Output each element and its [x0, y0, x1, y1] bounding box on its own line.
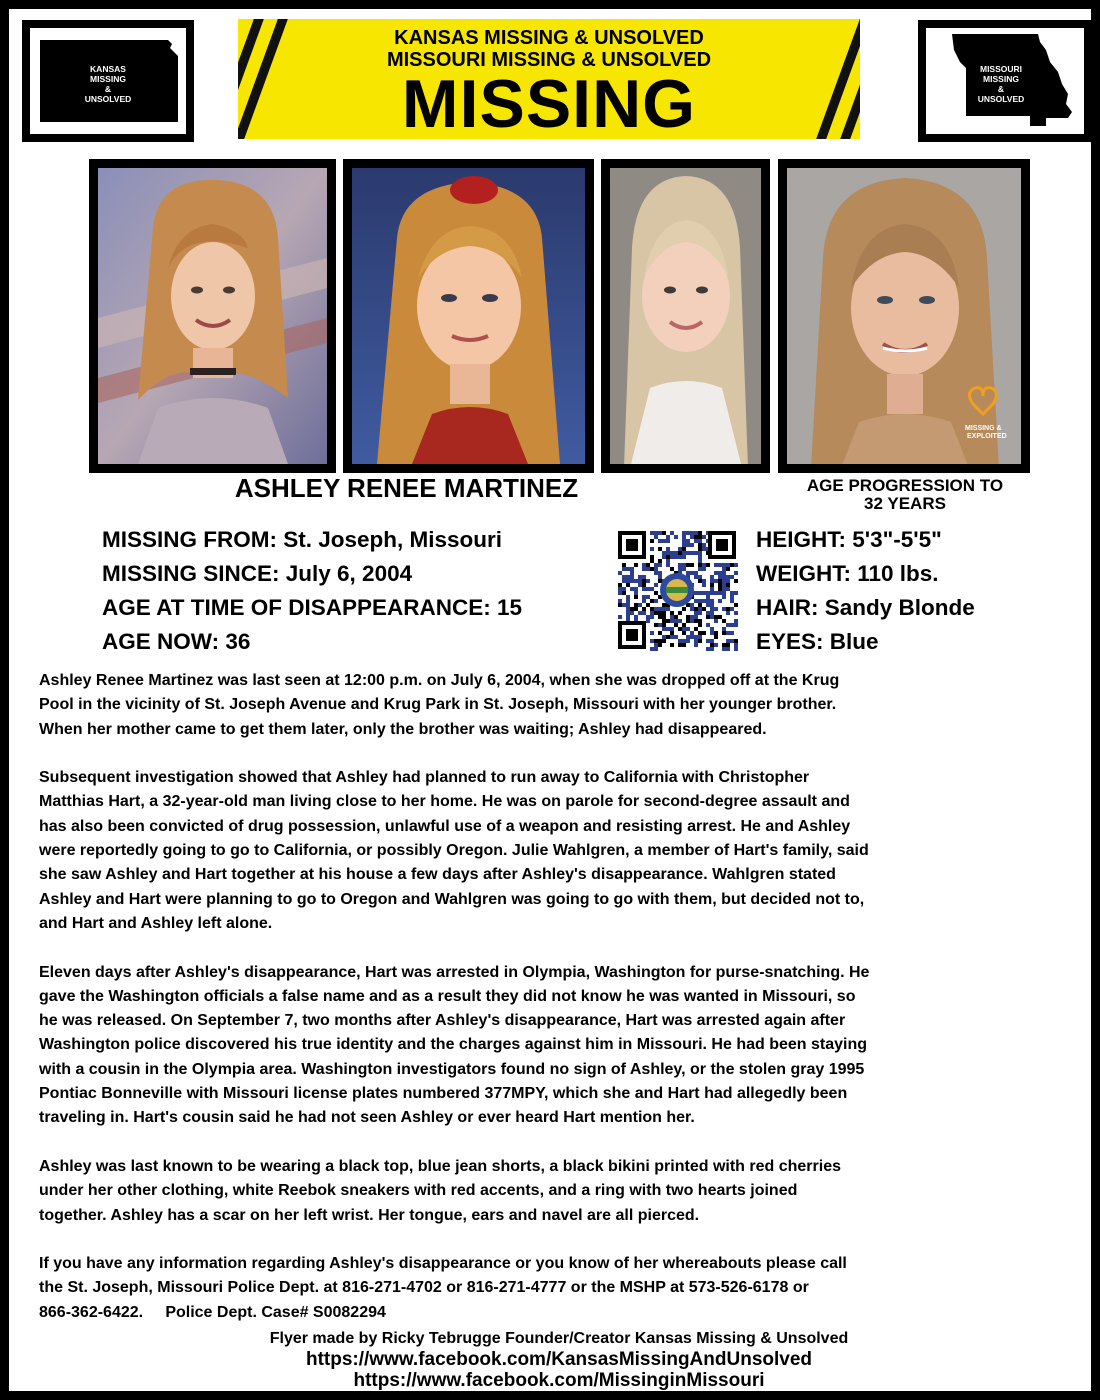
fact-age-now: AGE NOW: 36 — [102, 629, 251, 654]
text-line: traveling in. Hart's cousin said he had not seen Ashley or ever heard Hart mention her. — [39, 1109, 695, 1127]
facebook-link-kansas[interactable]: https://www.facebook.com/KansasMissingAndUnsolved — [305, 1349, 813, 1370]
text-line: Eleven days after Ashley's disappearance, Hart was arrested in Olympia, Washington for purse-snatching. He — [39, 963, 870, 981]
text-line: he was released. On September 7, two months after Ashley's disappearance, Hart was arrested again after — [39, 1012, 846, 1030]
text-line: Ashley Renee Martinez was last seen at 12:00 p.m. on July 6, 2004, when she was dropped off at the Krug — [39, 672, 840, 689]
qr-code[interactable] — [616, 529, 738, 651]
missing-banner — [238, 19, 860, 139]
portrait-photo-1 — [98, 168, 327, 464]
fact-missing-since: MISSING SINCE: July 6, 2004 — [102, 561, 413, 586]
banner-title: MISSING — [401, 66, 697, 139]
photo-3 — [601, 159, 770, 473]
photo-1 — [89, 159, 336, 473]
subject-name: ASHLEY RENEE MARTINEZ — [234, 473, 579, 503]
paragraph-clothing — [39, 1155, 1084, 1228]
text-line: Washington police discovered his true identity and the charges against him in Missouri. He had been staying — [39, 1036, 868, 1054]
text-line: If you have any information regarding Ashley's disappearance or you know of her whereabouts please call — [39, 1255, 847, 1273]
text-line: Matthias Hart, a 32-year-old man living close to her home. He was on parole for second-degree assault and — [39, 793, 850, 811]
text-line: has also been convicted of drug possession, unlawful use of a weapon and resisting arrest. He and Ashley — [39, 817, 851, 835]
paragraph-last-seen — [39, 669, 1084, 742]
paragraph-investigation — [39, 766, 1084, 936]
portrait-photo-4 — [787, 168, 1021, 464]
missouri-logo-line: MISSOURI — [979, 64, 1023, 74]
fact-eyes: EYES: Blue — [756, 629, 879, 654]
text-line: Subsequent investigation showed that Ashley had planned to run away to California with Christopher — [39, 769, 810, 787]
text-line: Ashley and Hart were planning to go to Oregon and Wahlgren was going to go with them, but decided not to, — [39, 890, 865, 908]
text-line: Pontiac Bonneville with Missouri license plates numbered 377MPY, which she and Hart had allegedly been — [39, 1085, 848, 1103]
photo-4-age-progression — [778, 159, 1030, 473]
text-line: gave the Washington officials a false name and as a result they did not know he was wanted in Missouri, so — [39, 987, 856, 1005]
banner-line-kansas: KANSAS MISSING & UNSOLVED — [394, 27, 704, 49]
text-line: and Hart and Ashley left alone. — [39, 914, 273, 932]
missouri-logo-line: MISSING — [983, 74, 1019, 84]
portrait-photo-3 — [610, 168, 761, 464]
kansas-logo-line: MISSING — [90, 74, 126, 84]
text-line: under her other clothing, white Reebok sneakers with red accents, and a ring with two hearts joined — [39, 1182, 798, 1200]
text-line: with a cousin in the Olympia area. Washington investigators found no sign of Ashley, or the stolen gray 1995 — [39, 1060, 865, 1078]
kansas-logo-line: KANSAS — [90, 64, 126, 74]
age-progression-line: 32 YEARS — [864, 494, 946, 513]
missouri-logo-line: & — [997, 84, 1005, 94]
facts-left — [102, 527, 522, 663]
case-description — [39, 669, 1084, 1325]
kansas-logo-line: UNSOLVED — [84, 94, 132, 104]
ncmec-logo-line: MISSING & — [965, 425, 1002, 432]
banner-line-missouri: MISSOURI MISSING & UNSOLVED — [386, 49, 712, 71]
paragraph-arrest — [39, 961, 1084, 1131]
ncmec-logo-line: EXPLOITED — [967, 433, 1007, 440]
missouri-logo-line: UNSOLVED — [977, 94, 1025, 104]
text-line: were reportedly going to go to California, or possibly Oregon. Julie Wahlgren, a member of Hart's family, said — [39, 842, 869, 860]
fact-hair: HAIR: Sandy Blonde — [756, 595, 975, 620]
age-progression-line: AGE PROGRESSION TO — [806, 476, 1004, 495]
text-line: the St. Joseph, Missouri Police Dept. at 816-271-4702 or 816-271-4777 or the MSHP at 573-526-6178 or — [39, 1279, 809, 1297]
fact-age-at-disappearance: AGE AT TIME OF DISAPPEARANCE: 15 — [102, 595, 523, 620]
age-progression-caption — [769, 477, 1041, 513]
text-line: Ashley was last known to be wearing a black top, blue jean shorts, a black bikini printed with red cherries — [39, 1157, 841, 1175]
footer — [9, 1329, 1100, 1391]
fact-missing-from: MISSING FROM: St. Joseph, Missouri — [102, 527, 503, 552]
facts-right — [756, 527, 975, 663]
text-line: Pool in the vicinity of St. Joseph Avenue and Krug Park in St. Joseph, Missouri with her younger brother. — [39, 696, 837, 714]
fact-weight: WEIGHT: 110 lbs. — [756, 561, 939, 586]
text-line: When her mother came to get them later, only the brother was waiting; Ashley had disappeared. — [39, 720, 767, 738]
kansas-missing-logo — [22, 20, 194, 142]
kansas-logo-line: & — [104, 84, 112, 94]
flyer-credit: Flyer made by Ricky Tebrugge Founder/Creator Kansas Missing & Unsolved — [269, 1330, 849, 1347]
qr-code-icon — [616, 529, 738, 651]
facebook-link-missouri[interactable]: https://www.facebook.com/MissinginMissouri — [353, 1370, 765, 1391]
portrait-photo-2 — [352, 168, 585, 464]
text-line: 866-362-6422. Police Dept. Case# S0082294 — [39, 1303, 386, 1321]
text-line: she saw Ashley and Hart together at his house a few days after Ashley's disappearance. Wahlgren stated — [39, 866, 836, 884]
fact-height: HEIGHT: 5'3"-5'5" — [756, 527, 942, 552]
paragraph-contact — [39, 1252, 1084, 1325]
text-line: together. Ashley has a scar on her left wrist. Her tongue, ears and navel are all pierced. — [39, 1206, 700, 1224]
photo-2 — [343, 159, 594, 473]
missouri-missing-logo — [918, 20, 1092, 142]
